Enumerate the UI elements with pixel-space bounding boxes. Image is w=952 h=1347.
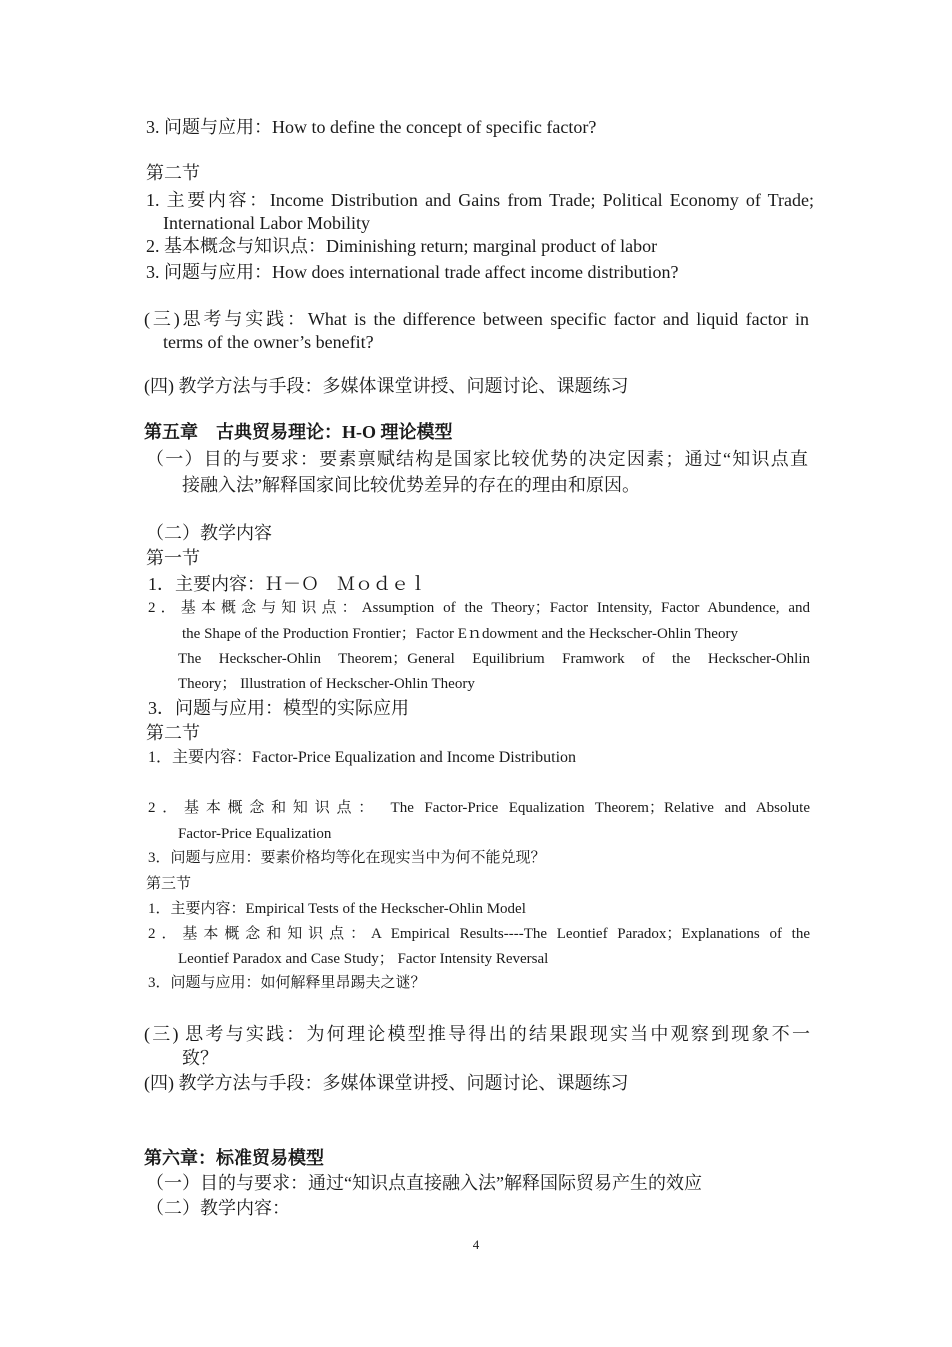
text-line: 2．基本概念与知识点：Assumption of the Theory；Factor Intensity, Factor Abundence, and (148, 600, 810, 616)
text-line: 1. 主要内容：Income Distribution and Gains from Trade; Political Economy of Trade; (146, 190, 814, 210)
page-number: 4 (472, 1237, 480, 1252)
text-line: 1．主要内容：Empirical Tests of the Heckscher-Ohlin Model (148, 901, 526, 917)
text-line: （一）目的与要求：要素禀赋结构是国家比较优势的决定因素；通过“知识点直 (146, 449, 808, 469)
text-line: terms of the owner’s benefit? (163, 332, 374, 352)
text-line: Leontief Paradox and Case Study； Factor Intensity Reversal (178, 951, 549, 967)
text-line: 第二节 (146, 723, 200, 743)
text-line: 2．基本概念和知识点：A Empirical Results----The Leontief Paradox；Explanations of the (148, 926, 810, 942)
text-line: 3．问题与应用：要素价格均等化在现实当中为何不能兑现？ (148, 850, 546, 866)
text-line: 2. 基本概念与知识点：Diminishing return; marginal product of labor (146, 236, 658, 256)
text-line: (四) 教学方法与手段：多媒体课堂讲授、问题讨论、课题练习 (144, 1073, 629, 1093)
text-line: 1．主要内容：Ｈ－Ｏ Ｍｏｄｅｌ (148, 574, 427, 594)
text-line: International Labor Mobility (163, 213, 370, 233)
text-line: 致？ (182, 1048, 218, 1068)
text-line: Factor-Price Equalization (178, 826, 332, 842)
text-line: 第一节 (146, 548, 200, 568)
chapter-heading: 第五章 古典贸易理论：H-O 理论模型 (144, 422, 453, 442)
text-line: 接融入法”解释国家间比较优势差异的存在的理由和原因。 (182, 475, 640, 495)
text-line: The Heckscher-Ohlin Theorem；General Equilibrium Framwork of the Heckscher-Ohlin (178, 651, 810, 667)
text-line: 1．主要内容：Factor-Price Equalization and Income Distribution (148, 749, 577, 766)
text-line: 第三节 (146, 876, 192, 892)
text-line: (三) 思考与实践：为何理论模型推导得出的结果跟现实当中观察到现象不一 (144, 1024, 810, 1044)
text-line: 3．问题与应用：模型的实际应用 (148, 698, 409, 718)
text-line: 2．基本概念和知识点： The Factor-Price Equalization Theorem；Relative and Absolute (148, 800, 810, 816)
text-line: （二）教学内容： (146, 1198, 290, 1218)
text-line: （一）目的与要求：通过“知识点直接融入法”解释国际贸易产生的效应 (146, 1173, 702, 1193)
text-line: the Shape of the Production Frontier；Factor Eｎdowment and the Heckscher-Ohlin Theory (182, 626, 738, 642)
text-line: 第二节 (146, 163, 200, 183)
text-line: (四) 教学方法与手段：多媒体课堂讲授、问题讨论、课题练习 (144, 376, 629, 396)
text-line: 3. 问题与应用：How does international trade affect income distribution? (146, 262, 679, 282)
text-line: Theory； Illustration of Heckscher-Ohlin Theory (178, 676, 475, 692)
text-line: （二）教学内容 (146, 523, 272, 543)
text-line: 3. 问题与应用：How to define the concept of specific factor? (146, 117, 597, 137)
chapter-heading: 第六章：标准贸易模型 (144, 1148, 324, 1168)
text-line: 3．问题与应用：如何解释里昂踢夫之谜？ (148, 975, 426, 991)
text-line: (三)思考与实践：What is the difference between specific factor and liquid factor in (144, 309, 809, 329)
